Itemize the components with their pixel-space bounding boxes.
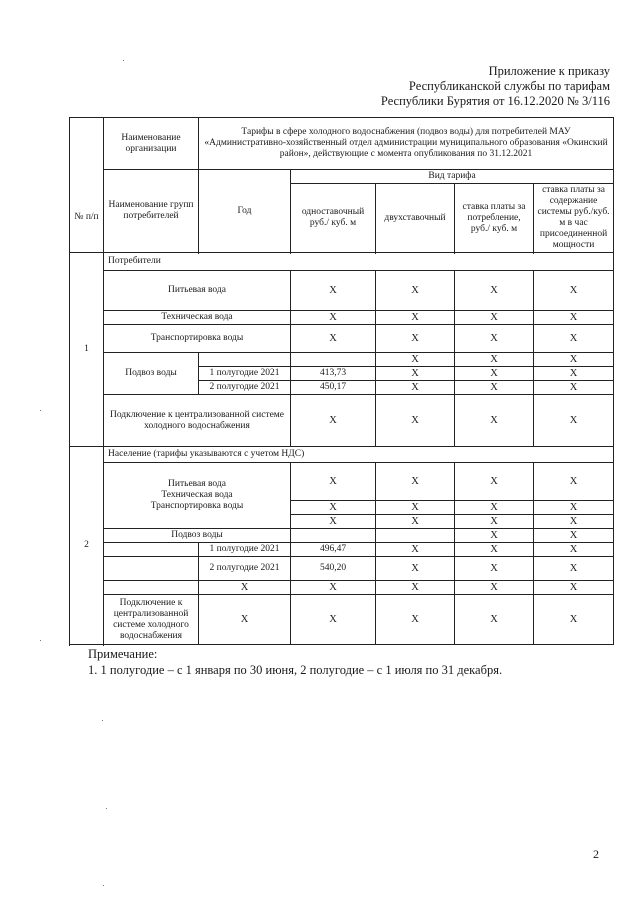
note-text: 1. 1 полугодие – с 1 января по 30 июня, 2 полугодие – с 1 июля по 31 декабря. [88, 663, 503, 677]
s2-transport-one: Х [291, 515, 376, 529]
section-1-number: 1 [70, 253, 104, 447]
s2-technical-water: Техническая вода [161, 490, 233, 500]
document-header [381, 64, 610, 109]
s2-delivery-two: Х [455, 529, 534, 543]
s1-delivery-maintenance: Х [534, 353, 614, 367]
s1-water-transport: Транспортировка воды [104, 325, 291, 353]
tariff-type-header: Вид тарифа [291, 170, 614, 184]
s2-extra-maintenance: Х [534, 581, 614, 595]
s1-half-1: 1 полугодие 2021 [199, 367, 291, 381]
s2-half-1: 1 полугодие 2021 [199, 543, 291, 557]
header-line-1: Приложение к приказу [488, 64, 610, 78]
s1-delivery-consumption: Х [455, 353, 534, 367]
num-header: № п/п [70, 184, 104, 253]
s1-drinking-consumption: Х [455, 271, 534, 311]
s2-technical-consumption: Х [455, 501, 534, 515]
s1-drinking-two: Х [376, 271, 455, 311]
s1-half-1-maintenance: Х [534, 367, 614, 381]
scan-speck [102, 720, 103, 721]
s1-transport-maintenance: Х [534, 325, 614, 353]
s2-half-2-consumption: Х [455, 557, 534, 581]
s2-connection-two: Х [376, 595, 455, 645]
scan-speck [40, 640, 41, 641]
s2-extra-two: Х [376, 581, 455, 595]
s2-drinking-water: Питьевая вода [168, 479, 226, 489]
groups-header: Наименование групп потребителей [104, 170, 199, 253]
scan-speck [106, 808, 107, 809]
scan-speck [103, 885, 104, 886]
s1-delivery-year-blank [199, 353, 291, 367]
s1-technical-one: Х [291, 311, 376, 325]
header-line-2: Республиканской службы по тарифам [408, 79, 610, 93]
s1-delivery-two: Х [376, 353, 455, 367]
type-maintenance: ставка платы за содержание системы руб./куб. м в час присоединенной мощности [534, 184, 614, 253]
s1-transport-two: Х [376, 325, 455, 353]
s1-technical-maintenance: Х [534, 311, 614, 325]
s2-half-1-maintenance: Х [534, 543, 614, 557]
s2-connection-year: Х [199, 595, 291, 645]
s2-connection-one: Х [291, 595, 376, 645]
s2-water-delivery: Подвоз воды [104, 529, 291, 543]
type-consumption: ставка платы за потребление, руб./ куб. м [455, 184, 534, 253]
s2-extra-year: Х [199, 581, 291, 595]
scan-speck [123, 60, 124, 61]
s1-connection-maintenance: Х [534, 395, 614, 447]
s1-connection: Подключение к централизованной системе холодного водоснабжения [104, 395, 291, 447]
s1-connection-consumption: Х [455, 395, 534, 447]
s2-technical-one: Х [291, 501, 376, 515]
type-two-part: двухставочный [376, 184, 455, 253]
tariff-table [69, 117, 614, 645]
s1-delivery-one-blank [291, 353, 376, 367]
s1-half-2-two: Х [376, 381, 455, 395]
s2-connection: Подключение к централизованной системе холодного водоснабжения [104, 595, 199, 645]
s1-half-2-value: 450,17 [291, 381, 376, 395]
s1-half-2-maintenance: Х [534, 381, 614, 395]
s2-drinking-consumption: Х [455, 463, 534, 501]
s1-half-1-consumption: Х [455, 367, 534, 381]
s2-connection-maintenance: Х [534, 595, 614, 645]
s2-delivery-year-blank [291, 529, 376, 543]
page-number: 2 [593, 847, 599, 861]
s1-half-2: 2 полугодие 2021 [199, 381, 291, 395]
s1-drinking-one: Х [291, 271, 376, 311]
s1-half-1-two: Х [376, 367, 455, 381]
s2-water-groups [104, 463, 291, 529]
s1-technical-water: Техническая вода [104, 311, 291, 325]
s2-half-2: 2 полугодие 2021 [199, 557, 291, 581]
section-2-title: Население (тарифы указываются с учетом НДС) [104, 447, 614, 463]
s2-transport-two: Х [376, 515, 455, 529]
s1-half-2-consumption: Х [455, 381, 534, 395]
s2-delivery-one-blank [376, 529, 455, 543]
s1-connection-two: Х [376, 395, 455, 447]
s2-connection-consumption: Х [455, 595, 534, 645]
type-one-part: одноставочный руб./ куб. м [291, 184, 376, 253]
s2-half-2-two: Х [376, 557, 455, 581]
s2-delivery-consumption: Х [534, 529, 614, 543]
org-name-header: Наименование организации [104, 118, 199, 170]
s1-technical-two: Х [376, 311, 455, 325]
s2-technical-maintenance: Х [534, 501, 614, 515]
s1-technical-consumption: Х [455, 311, 534, 325]
section-1-title: Потребители [104, 253, 614, 271]
s1-transport-one: Х [291, 325, 376, 353]
year-header: Год [199, 170, 291, 253]
s2-half-2-label-blank [104, 557, 199, 581]
s1-connection-one: Х [291, 395, 376, 447]
s1-drinking-water: Питьевая вода [104, 271, 291, 311]
s2-transport-consumption: Х [455, 515, 534, 529]
s2-half-1-two: Х [376, 543, 455, 557]
num-header-top [70, 118, 104, 184]
s2-technical-two: Х [376, 501, 455, 515]
s2-water-transport: Транспортировка воды [150, 501, 244, 511]
s1-transport-consumption: Х [455, 325, 534, 353]
section-2-number: 2 [70, 447, 104, 645]
scan-speck [40, 410, 41, 411]
s1-drinking-maintenance: Х [534, 271, 614, 311]
s2-transport-maintenance: Х [534, 515, 614, 529]
s2-drinking-maintenance: Х [534, 463, 614, 501]
s2-half-1-value: 496,47 [291, 543, 376, 557]
note-block [88, 646, 502, 678]
s2-extra-one: Х [291, 581, 376, 595]
s2-half-2-maintenance: Х [534, 557, 614, 581]
s2-half-1-consumption: Х [455, 543, 534, 557]
header-line-3: Республики Бурятия от 16.12.2020 № 3/116 [380, 94, 610, 108]
s2-drinking-one: Х [291, 463, 376, 501]
s1-half-1-value: 413,73 [291, 367, 376, 381]
s2-drinking-two: Х [376, 463, 455, 501]
s2-half-2-value: 540,20 [291, 557, 376, 581]
s2-half-1-label-blank [104, 543, 199, 557]
tariff-title: Тарифы в сфере холодного водоснабжения (подвоз воды) для потребителей МАУ «Административно-хозяйственный отдел администрации муниципального образования «Окинский район», действующие с момента опубликования по 31.12.2021 [199, 118, 614, 170]
note-title: Примечание: [88, 647, 158, 661]
s1-water-delivery: Подвоз воды [104, 353, 199, 395]
s2-extra-consumption: Х [455, 581, 534, 595]
s2-extra-label-blank [104, 581, 199, 595]
